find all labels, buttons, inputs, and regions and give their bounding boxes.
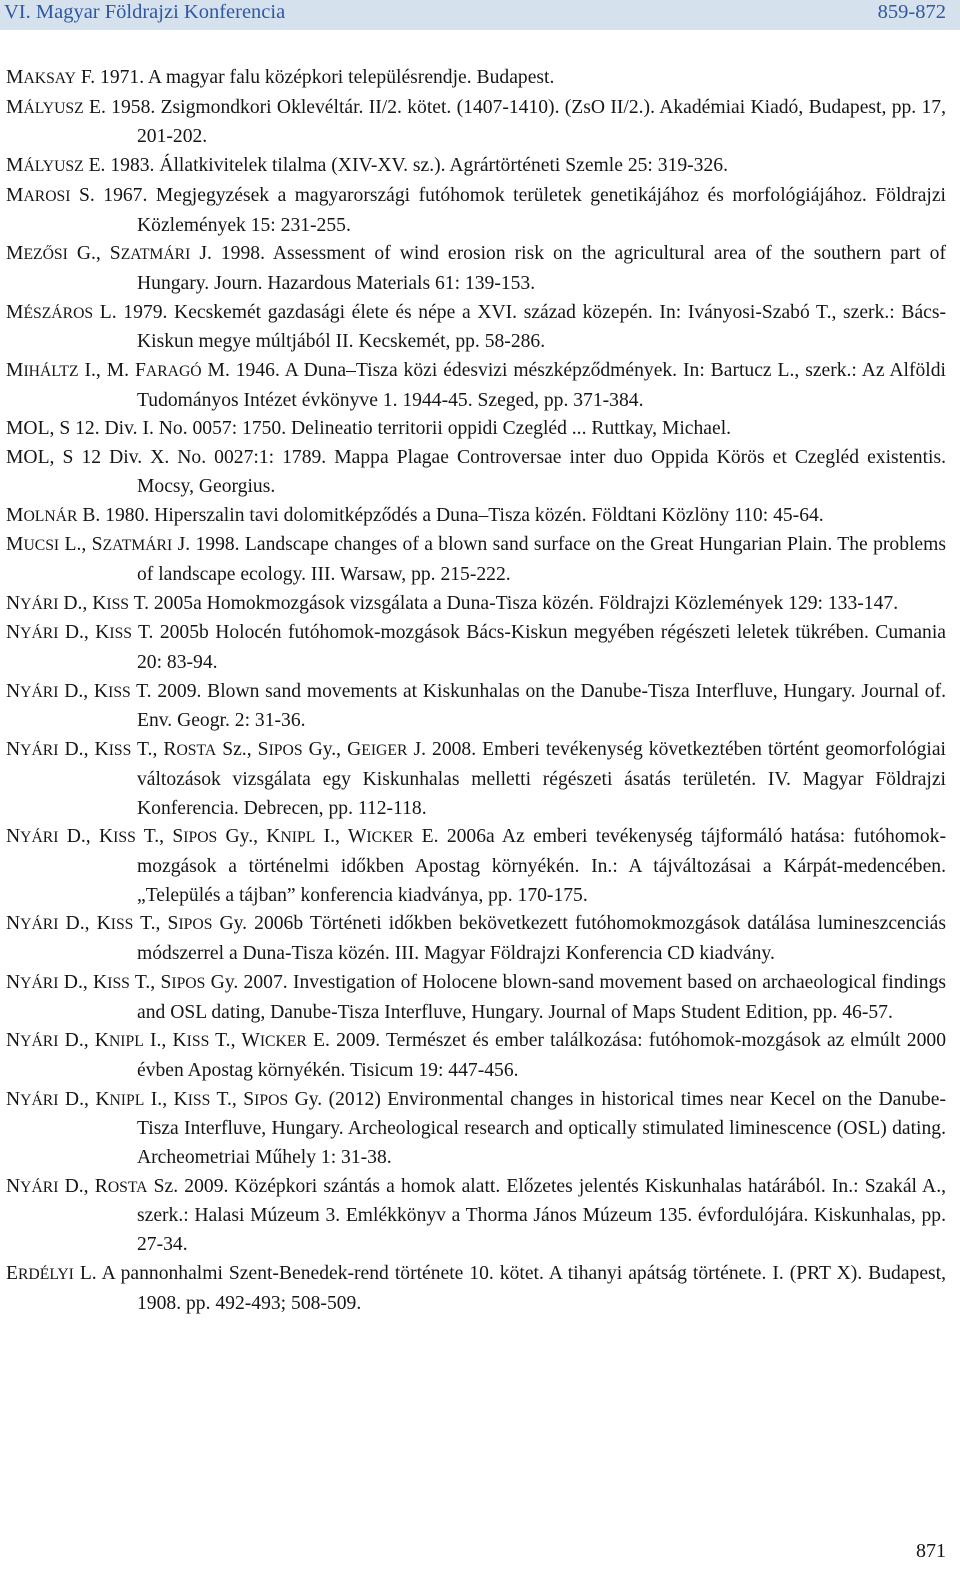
reference-text: E. 2009. Természet és ember találkozása: futóhomok-mozgások az elmúlt 2000 évben Apostag környékén. Tisicum 19: 447-456. [137,1030,946,1081]
reference-entry [6,444,946,501]
reference-text: M [6,504,24,526]
author-surname-smallcaps: IPOS [178,916,213,934]
page-number: 871 [916,1540,946,1562]
author-surname-smallcaps: ÁLYUSZ [23,99,84,117]
reference-entry [6,182,946,240]
reference-entry [6,736,946,823]
reference-text: MOL, S 12 Div. X. No. 0027:1: 1789. Mappa Plagae Controversae inter duo Oppida Körös et Czegléd existentis. Mocsy, Georgius. [6,447,946,497]
author-surname-smallcaps: ZATMÁRI [120,246,191,264]
reference-entry [6,1027,946,1085]
reference-text: D., K [58,739,109,761]
author-surname-smallcaps: IPOS [183,829,218,847]
author-surname-smallcaps: YÁRI [20,742,59,760]
running-header [0,0,960,30]
reference-text: D., K [58,1088,110,1110]
reference-entry [6,94,946,152]
reference-text: Gy. (2012) Environmental changes in historical times near Kecel on the Danube-Tisza Interfluve, Hungary. Archeological research and optically stimulated liminescence (OSL) dating. Archeometriai Műhely 1: 31-38. [137,1088,946,1169]
reference-list [6,64,946,1318]
reference-text: Gy. 2006b Történeti időkben bekövetkezett futóhomokmozgások datálása lumineszcenciás módszerrel a Duna-Tisza közén. III. Magyar Földrajzi Konferencia CD kiadvány. [137,913,946,965]
reference-text: M [6,155,24,177]
author-surname-smallcaps: YÁRI [20,625,59,643]
author-surname-smallcaps: ISS [108,683,131,701]
reference-entry [6,64,946,94]
reference-text: E. 1983. Állatkivitelek tilalma (XIV-XV. sz.). Agrártörténeti Szemle 25: 319-326. [83,155,728,177]
reference-text: N [6,622,21,644]
reference-text: M [6,184,24,206]
reference-text: N [6,739,21,761]
reference-text: J. 1998. Landscape changes of a blown sand surface on the Great Hungarian Plain. The problems of landscape ecology. III. Warsaw, pp. 215-222. [137,534,946,585]
author-surname-smallcaps: IPOS [268,742,303,760]
reference-entry [6,299,946,357]
reference-text: N [6,971,21,993]
reference-text: M [6,67,24,88]
reference-entry [6,1260,946,1318]
reference-text: D., K [58,913,111,935]
reference-text: Gy., K [217,826,281,848]
reference-text: T., R [131,739,177,761]
author-surname-smallcaps: AKSAY [23,70,76,87]
reference-text: D., R [58,1175,108,1197]
reference-text: D., K [58,622,110,644]
reference-text: T. 2005b Holocén futóhomok-mozgások Bács-Kiskun megyében régészeti leletek tükrében. Cumania 20: 83-94. [132,622,946,674]
author-surname-smallcaps: NIPL [280,829,316,847]
reference-entry [6,590,946,620]
reference-text: I., K [143,1030,187,1052]
author-surname-smallcaps: UCSI [23,537,60,555]
reference-entry [6,910,946,968]
author-surname-smallcaps: ZATMÁRI [102,537,173,555]
reference-text: M [6,360,24,382]
reference-text: J. 2008. Emberi tevékenység következtében történt geomorfológiai változások vizsgálata egy Kiskunhalas melletti régészeti ásatás területén. IV. Magyar Földrajzi Konferencia. Debrecen, pp. 112-118. [137,739,946,819]
reference-text: M [6,301,24,323]
reference-entry [6,969,946,1027]
reference-text: I., K [144,1088,188,1110]
author-surname-smallcaps: NIPL [109,1091,145,1109]
reference-text: T., S [210,1088,255,1110]
author-surname-smallcaps: ARAGÓ [145,363,202,381]
reference-text: J. 1998. Assessment of wind erosion risk on the agricultural area of the southern part of Hungary. Journ. Hazardous Materials 61: 139-153. [137,243,946,294]
reference-text: N [6,826,21,848]
reference-text: MOL, S 12. Div. I. No. 0057: 1750. Delineatio territorii oppidi Czegléd ... Ruttkay, Michael. [6,418,732,440]
reference-text: T., S [129,971,172,993]
reference-text: D., K [58,826,114,848]
author-surname-smallcaps: YÁRI [20,974,59,992]
reference-entry [6,502,946,532]
author-surname-smallcaps: YÁRI [20,1033,59,1051]
reference-text: S. 1967. Megjegyzések a magyarországi futóhomok területek genetikájához és morfológiájához. Földrajzi Közlemények 15: 231-255. [70,184,946,236]
header-pages: 859-872 [877,1,946,23]
author-surname-smallcaps: YÁRI [20,683,59,701]
author-surname-smallcaps: IPOS [171,974,206,992]
reference-text: D., K [58,971,108,993]
reference-entry [6,823,946,910]
reference-text: M [6,96,24,118]
author-surname-smallcaps: IHÁLTZ [23,363,79,381]
reference-text: B. 1980. Hiperszalin tavi dolomitképződés a Duna–Tisza közén. Földtani Közlöny 110: 45-64. [77,504,824,526]
author-surname-smallcaps: ISS [107,974,130,992]
reference-entry [6,240,946,298]
reference-text: I., W [315,826,367,848]
author-surname-smallcaps: YÁRI [20,595,59,613]
author-surname-smallcaps: AROSI [23,187,71,205]
author-surname-smallcaps: ÉSZÁROS [23,304,94,322]
author-surname-smallcaps: ISS [110,916,134,934]
reference-text: I., M. F [78,360,146,382]
reference-text: Sz. 2009. Középkori szántás a homok alatt. Előzetes jelentés Kiskunhalas határából. In.: Szakál A., szerk.: Halasi Múzeum 3. Emlékkönyv a Thorma János Múzeum 135. évfordulójára. Kiskunhalas, pp. 27-34. [137,1175,946,1256]
author-surname-smallcaps: NIPL [108,1033,144,1051]
reference-text: Sz., S [216,739,269,761]
author-surname-smallcaps: YÁRI [20,829,59,847]
author-surname-smallcaps: ISS [113,829,136,847]
reference-text: E [6,1262,18,1284]
author-surname-smallcaps: ISS [108,742,132,760]
reference-text: N [6,1030,21,1052]
author-surname-smallcaps: IPOS [254,1091,289,1109]
reference-text: D., K [58,592,107,614]
author-surname-smallcaps: RDÉLYI [17,1265,74,1283]
reference-text: N [6,1088,21,1110]
reference-entry [6,619,946,677]
reference-text: L. A pannonhalmi Szent-Benedek-rend története 10. kötet. A tihanyi apátság története. I. (PRT X). Budapest, 1908. pp. 492-493; 508-509. [73,1262,946,1314]
author-surname-smallcaps: EIGER [361,742,408,760]
reference-text: N [6,592,21,614]
reference-text: N [6,913,21,935]
reference-text: T. 2009. Blown sand movements at Kiskunhalas on the Danube-Tisza Interfluve, Hungary. Journal of. Env. Geogr. 2: 31-36. [130,680,946,732]
reference-text: D., K [58,680,109,702]
author-surname-smallcaps: YÁRI [20,916,59,934]
reference-text: T., W [209,1030,260,1052]
reference-entry [6,357,946,415]
reference-text: Gy., G [302,739,362,761]
reference-text: M [6,243,24,265]
author-surname-smallcaps: ISS [187,1091,211,1109]
author-surname-smallcaps: ÁLYUSZ [23,158,84,176]
reference-entry [6,1173,946,1260]
reference-text: Gy. 2007. Investigation of Holocene blown-sand movement based on archaeological findings and OSL dating, Danube-Tisza Interfluve, Hungary. Journal of Maps Student Edition, pp. 46-57. [137,971,947,1023]
author-surname-smallcaps: OLNÁR [23,507,78,525]
reference-entry [6,531,946,589]
reference-entry [6,678,946,736]
reference-text: E. 1958. Zsigmondkori Oklevéltár. II/2. kötet. (1407-1410). (ZsO II/2.). Akadémiai Kiadó, Budapest, pp. 17, 201-202. [83,96,946,148]
reference-entry [6,152,946,182]
reference-text: L. 1979. Kecskemét gazdasági élete és népe a XVI. század közepén. In: Iványosi-Szabó T., szerk.: Bács-Kiskun megye múltjából II. Kecskemét, pp. 58-286. [93,301,946,353]
author-surname-smallcaps: ISS [106,595,130,613]
author-surname-smallcaps: EZŐSI [23,246,68,264]
reference-text: T., S [133,913,179,935]
author-surname-smallcaps: ISS [109,625,132,643]
reference-text: T. 2005a Homokmozgások vizsgálata a Duna-Tisza közén. Földrajzi Közlemények 129: 133-147. [129,592,899,614]
reference-text: D., K [58,1030,109,1052]
reference-entry [6,1086,946,1173]
author-surname-smallcaps: ISS [186,1033,210,1051]
header-title: VI. Magyar Földrajzi Konferencia [4,1,286,23]
reference-text: N [6,680,21,702]
author-surname-smallcaps: OSTA [176,742,217,760]
reference-text: G., S [67,243,121,265]
reference-text: M [6,534,24,556]
reference-text: L., S [59,534,103,556]
author-surname-smallcaps: OSTA [107,1178,148,1196]
reference-text: N [6,1175,21,1197]
author-surname-smallcaps: YÁRI [20,1178,59,1196]
reference-text: M. 1946. A Duna–Tisza közi édesvizi mészképződmények. In: Bartucz L., szerk.: Az Alföldi Tudományos Intézet évkönyve 1. 1944-45. Szeged, pp. 371-384. [137,360,946,411]
author-surname-smallcaps: ICKER [366,829,414,847]
author-surname-smallcaps: YÁRI [20,1091,59,1109]
author-surname-smallcaps: ICKER [259,1033,307,1051]
reference-entry [6,415,946,444]
reference-text: T., S [135,826,184,848]
reference-text: E. 2006a Az emberi tevékenység tájformáló hatása: futóhomok-mozgások a történelmi időkben Apostag környékén. In.: A tájváltozásai a Kárpát-medencében. „Település a tájban” konferencia kiadványa, pp. 170-175. [137,826,947,906]
reference-text: F. 1971. A magyar falu középkori településrendje. Budapest. [76,67,555,88]
